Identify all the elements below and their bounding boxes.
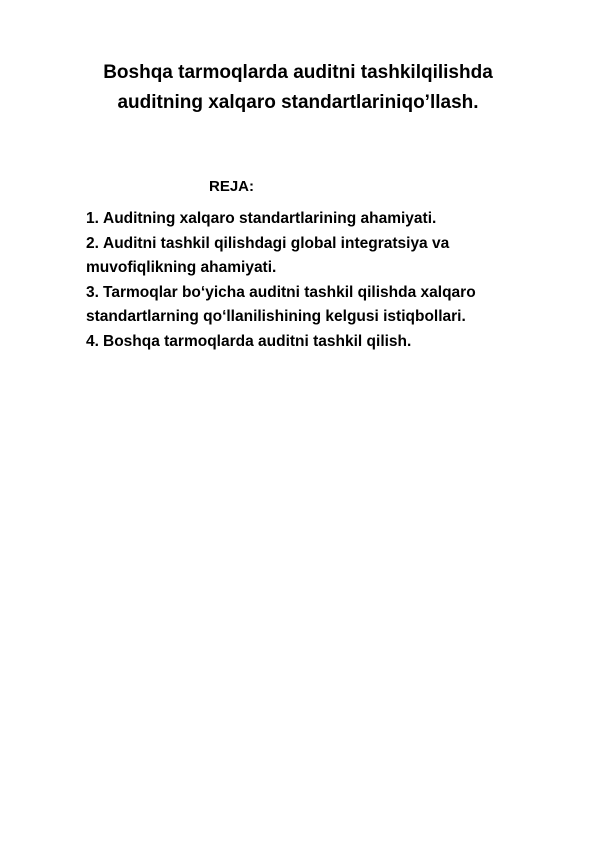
plan-item-number: 3. (86, 283, 99, 301)
plan-item-4 (86, 330, 546, 355)
plan-item-1 (86, 207, 546, 232)
plan-list (86, 207, 546, 354)
plan-item-text: Tarmoqlar bo‘yicha auditni tashkil qilishda xalqaro (103, 283, 476, 301)
plan-item-text-continued: muvofiqlikning ahamiyati. (86, 259, 277, 276)
plan-item-text-continued: standartlarning qo‘llanilishining kelgusi istiqbollari. (86, 308, 466, 325)
plan-item-text: Auditning xalqaro standartlarining ahamiyati. (103, 210, 437, 227)
title-line-2: auditning xalqaro standartlariniqo’llash. (117, 92, 479, 113)
plan-item-2 (86, 232, 546, 281)
plan-heading: REJA: (209, 178, 255, 195)
plan-item-number: 2. (86, 234, 99, 252)
plan-item-3 (86, 281, 546, 330)
plan-item-number: 1. (86, 210, 99, 227)
plan-item-number: 4. (86, 332, 99, 350)
page-title (60, 58, 536, 118)
title-line-1: Boshqa tarmoqlarda auditni tashkilqilishda (103, 62, 493, 83)
plan-item-text: Auditni tashkil qilishdagi global integratsiya va (103, 234, 450, 252)
plan-item-text: Boshqa tarmoqlarda auditni tashkil qilish. (103, 332, 412, 350)
